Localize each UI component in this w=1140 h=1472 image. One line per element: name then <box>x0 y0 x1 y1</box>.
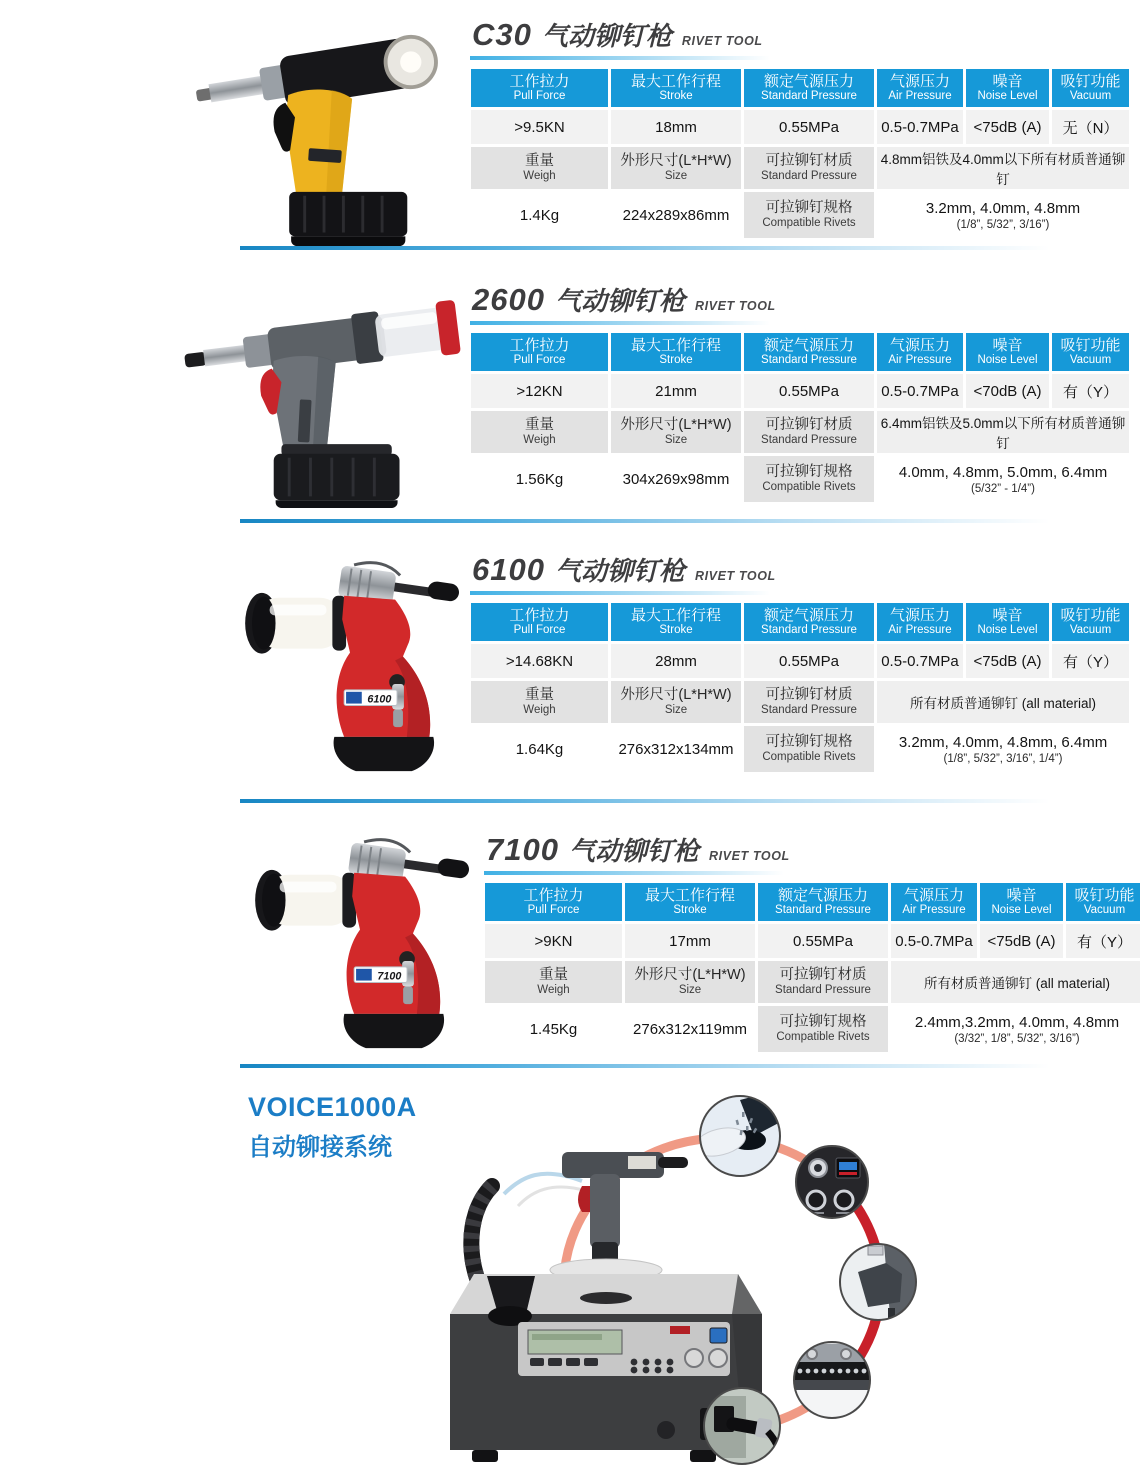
air-pressure-value: 0.5-0.7MPa <box>877 110 963 144</box>
section-title-c30 <box>472 16 763 53</box>
spec-table-6100 <box>468 600 1132 775</box>
noise-value: <70dB (A) <box>966 374 1049 408</box>
values-row <box>471 110 1129 144</box>
system-detail-circles <box>548 1082 960 1472</box>
values-row <box>485 924 1140 958</box>
weight-value: 1.4Kg <box>471 192 608 238</box>
section-title-2600 <box>472 281 776 318</box>
bottom-row <box>471 456 1129 502</box>
standard-pressure-value: 0.55MPa <box>744 374 874 408</box>
section-title-6100 <box>472 551 776 588</box>
material-value: 所有材质普通铆钉 (all material) <box>891 961 1140 1003</box>
weight-value: 1.64Kg <box>471 726 608 772</box>
section-divider <box>240 519 1120 523</box>
gun-model-label: 7100 <box>377 970 402 983</box>
pull-force-value: >12KN <box>471 374 608 408</box>
col-header-pull-force: 工作拉力 Pull Force <box>471 333 608 371</box>
title-underline <box>484 871 784 875</box>
material-value: 所有材质普通铆钉 (all material) <box>877 681 1129 723</box>
col-header-vacuum: 吸钉功能 Vacuum <box>1052 333 1129 371</box>
labels-row <box>485 961 1140 1003</box>
header-row <box>471 69 1129 107</box>
pull-force-value: >9KN <box>485 924 622 958</box>
weight-label: 重量 Weigh <box>471 411 608 453</box>
stroke-value: 28mm <box>611 644 741 678</box>
rivets-value: 3.2mm, 4.0mm, 4.8mm (1/8”, 5/32”, 3/16”) <box>877 192 1129 238</box>
spec-table-c30 <box>468 66 1132 241</box>
size-label: 外形尺寸(L*H*W) Size <box>625 961 755 1003</box>
product-name-cn: 气动铆钉枪 <box>554 286 685 316</box>
size-value: 224x289x86mm <box>611 192 741 238</box>
rivets-value: 2.4mm,3.2mm, 4.0mm, 4.8mm (3/32”, 1/8”, 5/32”, 3/16”) <box>891 1006 1140 1052</box>
col-header-noise: 噪音 Noise Level <box>966 333 1049 371</box>
air-pressure-value: 0.5-0.7MPa <box>891 924 977 958</box>
labels-row <box>471 147 1129 189</box>
product-name-en: RIVET TOOL <box>681 34 763 48</box>
col-header-standard-pressure: 额定气源压力 Standard Pressure <box>758 883 888 921</box>
model-name: C30 <box>472 17 532 52</box>
product-name-en: RIVET TOOL <box>694 569 776 583</box>
system-name: 自动铆接系统 <box>248 1134 392 1161</box>
product-name-cn: 气动铆钉枪 <box>568 836 699 866</box>
vacuum-value: 有（Y） <box>1052 374 1129 408</box>
size-label: 外形尺寸(L*H*W) Size <box>611 147 741 189</box>
rivets-label: 可拉铆钉规格 Compatible Rivets <box>744 192 874 238</box>
pull-force-value: >14.68KN <box>471 644 608 678</box>
title-underline <box>470 56 770 60</box>
material-label: 可拉铆钉材质 Standard Pressure <box>744 681 874 723</box>
col-header-stroke: 最大工作行程 Stroke <box>611 603 741 641</box>
material-value: 6.4mm铝铁及5.0mm以下所有材质普通铆钉 <box>877 411 1129 453</box>
model-name: 2600 <box>472 282 545 317</box>
rivets-label: 可拉铆钉规格 Compatible Rivets <box>744 456 874 502</box>
detail-photo-feed-track <box>794 1342 872 1420</box>
gun-model-label: 6100 <box>367 693 392 706</box>
col-header-noise: 噪音 Noise Level <box>966 603 1049 641</box>
labels-row <box>471 681 1129 723</box>
vacuum-value: 无（N） <box>1052 110 1129 144</box>
col-header-vacuum: 吸钉功能 Vacuum <box>1052 603 1129 641</box>
product-photo-7100 <box>248 812 473 1057</box>
col-header-air-pressure: 气源压力 Air Pressure <box>877 603 963 641</box>
col-header-standard-pressure: 额定气源压力 Standard Pressure <box>744 69 874 107</box>
model-name: 6100 <box>472 552 545 587</box>
stroke-value: 17mm <box>625 924 755 958</box>
weight-label: 重量 Weigh <box>485 961 622 1003</box>
stroke-value: 18mm <box>611 110 741 144</box>
detail-photo-chute <box>840 1244 920 1324</box>
col-header-noise: 噪音 Noise Level <box>980 883 1063 921</box>
rivets-value: 4.0mm, 4.8mm, 5.0mm, 6.4mm (5/32” - 1/4”) <box>877 456 1129 502</box>
vacuum-value: 有（Y） <box>1066 924 1140 958</box>
spec-table-7100 <box>482 880 1140 1055</box>
system-model: VOICE1000A <box>248 1092 417 1122</box>
col-header-pull-force: 工作拉力 Pull Force <box>485 883 622 921</box>
system-title <box>248 1092 417 1162</box>
product-name-cn: 气动铆钉枪 <box>554 556 685 586</box>
detail-photo-rivet-hopper <box>692 1092 788 1176</box>
weight-value: 1.45Kg <box>485 1006 622 1052</box>
col-header-air-pressure: 气源压力 Air Pressure <box>891 883 977 921</box>
values-row <box>471 644 1129 678</box>
product-photo-c30 <box>190 6 460 248</box>
product-photo-2600 <box>180 268 470 508</box>
col-header-air-pressure: 气源压力 Air Pressure <box>877 69 963 107</box>
model-name: 7100 <box>486 832 559 867</box>
col-header-pull-force: 工作拉力 Pull Force <box>471 603 608 641</box>
header-row <box>471 603 1129 641</box>
labels-row <box>471 411 1129 453</box>
stroke-value: 21mm <box>611 374 741 408</box>
col-header-standard-pressure: 额定气源压力 Standard Pressure <box>744 333 874 371</box>
detail-photo-control-panel <box>796 1146 868 1218</box>
col-header-air-pressure: 气源压力 Air Pressure <box>877 333 963 371</box>
noise-value: <75dB (A) <box>980 924 1063 958</box>
rivets-label: 可拉铆钉规格 Compatible Rivets <box>758 1006 888 1052</box>
header-row <box>471 333 1129 371</box>
size-value: 276x312x119mm <box>625 1006 755 1052</box>
product-name-en: RIVET TOOL <box>694 299 776 313</box>
vacuum-value: 有（Y） <box>1052 644 1129 678</box>
bottom-row <box>471 192 1129 238</box>
standard-pressure-value: 0.55MPa <box>744 110 874 144</box>
noise-value: <75dB (A) <box>966 644 1049 678</box>
standard-pressure-value: 0.55MPa <box>758 924 888 958</box>
standard-pressure-value: 0.55MPa <box>744 644 874 678</box>
material-label: 可拉铆钉材质 Standard Pressure <box>758 961 888 1003</box>
rivets-value: 3.2mm, 4.0mm, 4.8mm, 6.4mm (1/8”, 5/32”, 3/16”, 1/4”) <box>877 726 1129 772</box>
weight-label: 重量 Weigh <box>471 681 608 723</box>
pull-force-value: >9.5KN <box>471 110 608 144</box>
section-title-7100 <box>486 831 790 868</box>
col-header-standard-pressure: 额定气源压力 Standard Pressure <box>744 603 874 641</box>
size-value: 304x269x98mm <box>611 456 741 502</box>
air-pressure-value: 0.5-0.7MPa <box>877 644 963 678</box>
section-divider <box>240 799 1120 803</box>
col-header-stroke: 最大工作行程 Stroke <box>611 333 741 371</box>
detail-photo-power-plug <box>704 1388 788 1464</box>
noise-value: <75dB (A) <box>966 110 1049 144</box>
size-label: 外形尺寸(L*H*W) Size <box>611 411 741 453</box>
col-header-pull-force: 工作拉力 Pull Force <box>471 69 608 107</box>
weight-value: 1.56Kg <box>471 456 608 502</box>
col-header-stroke: 最大工作行程 Stroke <box>625 883 755 921</box>
values-row <box>471 374 1129 408</box>
product-name-cn: 气动铆钉枪 <box>541 21 672 51</box>
col-header-vacuum: 吸钉功能 Vacuum <box>1052 69 1129 107</box>
rivets-label: 可拉铆钉规格 Compatible Rivets <box>744 726 874 772</box>
material-value: 4.8mm铝铁及4.0mm以下所有材质普通铆钉 <box>877 147 1129 189</box>
title-underline <box>470 321 770 325</box>
col-header-stroke: 最大工作行程 Stroke <box>611 69 741 107</box>
spec-table-2600 <box>468 330 1132 505</box>
air-pressure-value: 0.5-0.7MPa <box>877 374 963 408</box>
size-label: 外形尺寸(L*H*W) Size <box>611 681 741 723</box>
title-underline <box>470 591 770 595</box>
product-name-en: RIVET TOOL <box>708 849 790 863</box>
bottom-row <box>471 726 1129 772</box>
weight-label: 重量 Weigh <box>471 147 608 189</box>
material-label: 可拉铆钉材质 Standard Pressure <box>744 147 874 189</box>
material-label: 可拉铆钉材质 Standard Pressure <box>744 411 874 453</box>
header-row <box>485 883 1140 921</box>
section-divider <box>240 246 1120 250</box>
col-header-vacuum: 吸钉功能 Vacuum <box>1066 883 1140 921</box>
product-photo-6100 <box>238 535 463 780</box>
size-value: 276x312x134mm <box>611 726 741 772</box>
bottom-row <box>485 1006 1140 1052</box>
section-divider <box>240 1064 1120 1068</box>
col-header-noise: 噪音 Noise Level <box>966 69 1049 107</box>
